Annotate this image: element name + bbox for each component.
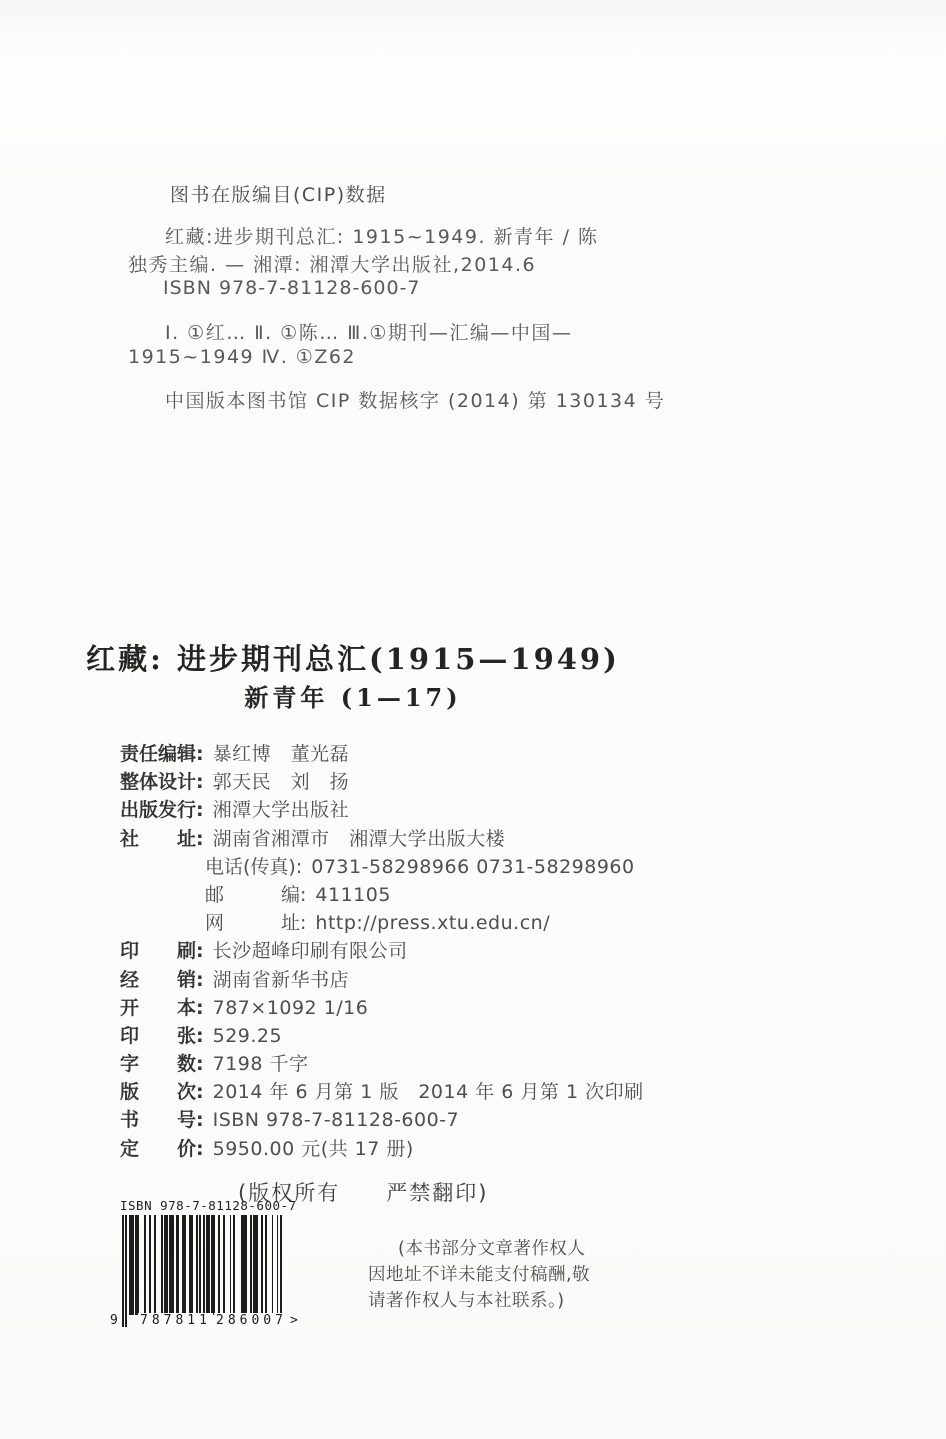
row-value: 2014 年 6 月第 1 版 2014 年 6 月第 1 次印刷: [212, 1081, 644, 1104]
colophon-row-design: [120, 768, 760, 796]
cip-isbn: ISBN 978-7-81128-600-7: [163, 277, 421, 299]
barcode-digits: [110, 1313, 308, 1329]
cip-classification: 1915~1949 Ⅳ. ①Z62: [128, 346, 357, 368]
row-label: 电话(传真):: [205, 855, 303, 878]
book-title-subtitle: 新青年 (1—17): [244, 683, 462, 712]
barcode-bar: [256, 1215, 258, 1315]
row-label: 定 价:: [120, 1137, 204, 1160]
row-label: 网 址:: [205, 912, 307, 935]
barcode-bar: [191, 1215, 193, 1315]
row-value: 郭天民 刘 扬: [212, 771, 350, 794]
cip-title-line: 独秀主编. — 湘潭: 湘潭大学出版社,2014.6: [128, 254, 537, 276]
book-title: [0, 642, 706, 713]
row-value: 0731-58298966 0731-58298960: [311, 855, 635, 878]
row-label: 书 号:: [120, 1109, 204, 1132]
row-value: 湘潭大学出版社: [212, 799, 350, 822]
colophon-row-zipcode: [120, 881, 760, 909]
row-value: 7198 千字: [212, 1053, 309, 1076]
row-label: 字 数:: [120, 1053, 204, 1076]
copyright-notice: (版权所有 严禁翻印): [238, 1181, 489, 1205]
row-value: 长沙超峰印刷有限公司: [212, 940, 408, 963]
barcode-isbn-text: ISBN 978-7-81128-600-7: [120, 1198, 297, 1213]
barcode-bar: [233, 1215, 235, 1315]
barcode-bar: [223, 1215, 225, 1315]
row-value website-url: http://press.xtu.edu.cn/: [315, 912, 551, 935]
barcode-bar: [230, 1215, 232, 1315]
cip-classification: Ⅰ. ①红… Ⅱ. ①陈… Ⅲ.①期刊—汇编—中国—: [165, 322, 573, 344]
colophon-row-address: [120, 825, 760, 853]
colophon-row-website: [120, 909, 760, 937]
barcode-bars: [122, 1215, 282, 1327]
rights-note-line: (本书部分文章著作权人: [398, 1239, 586, 1259]
barcode-bar: [137, 1215, 139, 1315]
cip-header: 图书在版编目(CIP)数据: [170, 184, 387, 206]
barcode-bar: [213, 1215, 215, 1315]
colophon-row-distributor: [120, 966, 760, 994]
row-label: 开 本:: [120, 996, 204, 1019]
colophon-row-wordcount: [120, 1050, 760, 1078]
barcode-bar: [154, 1215, 156, 1315]
barcode-bar: [122, 1215, 124, 1327]
row-value: 787×1092 1/16: [212, 996, 369, 1019]
barcode-bar: [203, 1215, 205, 1327]
colophon-row-sheets: [120, 1022, 760, 1050]
barcode-bar: [149, 1215, 151, 1315]
barcode-bar: [184, 1215, 186, 1315]
barcode-bar: [161, 1215, 163, 1315]
row-label: 版 次:: [120, 1081, 204, 1104]
rights-note-line: 因地址不详未能支付稿酬,敬: [368, 1265, 591, 1285]
barcode-digit-trail: >: [290, 1313, 298, 1328]
row-value: 湖南省新华书店: [212, 968, 350, 991]
barcode-bar: [265, 1215, 267, 1315]
row-value: ISBN 978-7-81128-600-7: [212, 1109, 460, 1132]
row-value: 529.25: [212, 1024, 283, 1047]
row-label: 整体设计:: [120, 771, 204, 794]
barcode-bar: [144, 1215, 146, 1315]
colophon-row-printer: [120, 937, 760, 965]
barcode-bar: [277, 1215, 279, 1327]
isbn-barcode: [110, 1198, 308, 1329]
cip-title-line: 红藏:进步期刊总汇: 1915~1949. 新青年 / 陈: [165, 226, 599, 248]
barcode-bar: [261, 1215, 263, 1315]
barcode-digit-lead: 9: [110, 1313, 118, 1328]
cip-record-number: 中国版本图书馆 CIP 数据核字 (2014) 第 130134 号: [165, 390, 666, 412]
barcode-bar: [172, 1215, 174, 1315]
barcode-bar: [196, 1215, 198, 1315]
barcode-bar: [272, 1215, 274, 1315]
row-label: 印 张:: [120, 1024, 204, 1047]
colophon-row-price: [120, 1135, 760, 1163]
barcode-bar: [199, 1215, 201, 1327]
barcode-bar: [208, 1215, 210, 1315]
rights-note-line: 请著作权人与本社联系。): [368, 1291, 565, 1311]
colophon-row-phone: [120, 853, 760, 881]
row-label: 印 刷:: [120, 940, 204, 963]
colophon-row-format: [120, 994, 760, 1022]
row-value: 湖南省湘潭市 湘潭大学出版大楼: [212, 827, 506, 850]
row-label: 社 址:: [120, 827, 204, 850]
book-title-main: 红藏: 进步期刊总汇(1915—1949): [86, 642, 620, 676]
colophon-row-isbn: [120, 1106, 760, 1134]
barcode-bar: [250, 1215, 252, 1315]
colophon-row-edition: [120, 1078, 760, 1106]
barcode-bar: [218, 1215, 220, 1315]
barcode-bar: [245, 1215, 247, 1315]
barcode-bar: [177, 1215, 179, 1315]
barcode-digit-group1: 787811: [140, 1313, 211, 1328]
barcode-bar: [125, 1215, 127, 1327]
row-label: 邮 编:: [205, 883, 307, 906]
barcode-bar: [166, 1215, 168, 1315]
colophon-row-editor: [120, 740, 760, 768]
barcode-digit-group2: 286007: [216, 1313, 287, 1328]
row-label: 经 销:: [120, 968, 204, 991]
barcode-bar: [280, 1215, 282, 1327]
colophon-row-publisher: [120, 796, 760, 824]
row-label: 责任编辑:: [120, 743, 204, 765]
row-value: 411105: [315, 883, 391, 906]
row-label: 出版发行:: [120, 799, 204, 822]
row-value: 5950.00 元(共 17 册): [212, 1137, 414, 1160]
barcode-bar: [132, 1215, 134, 1315]
row-value: 暴红博 董光磊: [212, 743, 350, 765]
colophon: [120, 740, 760, 1163]
rights-note: [368, 1236, 608, 1314]
